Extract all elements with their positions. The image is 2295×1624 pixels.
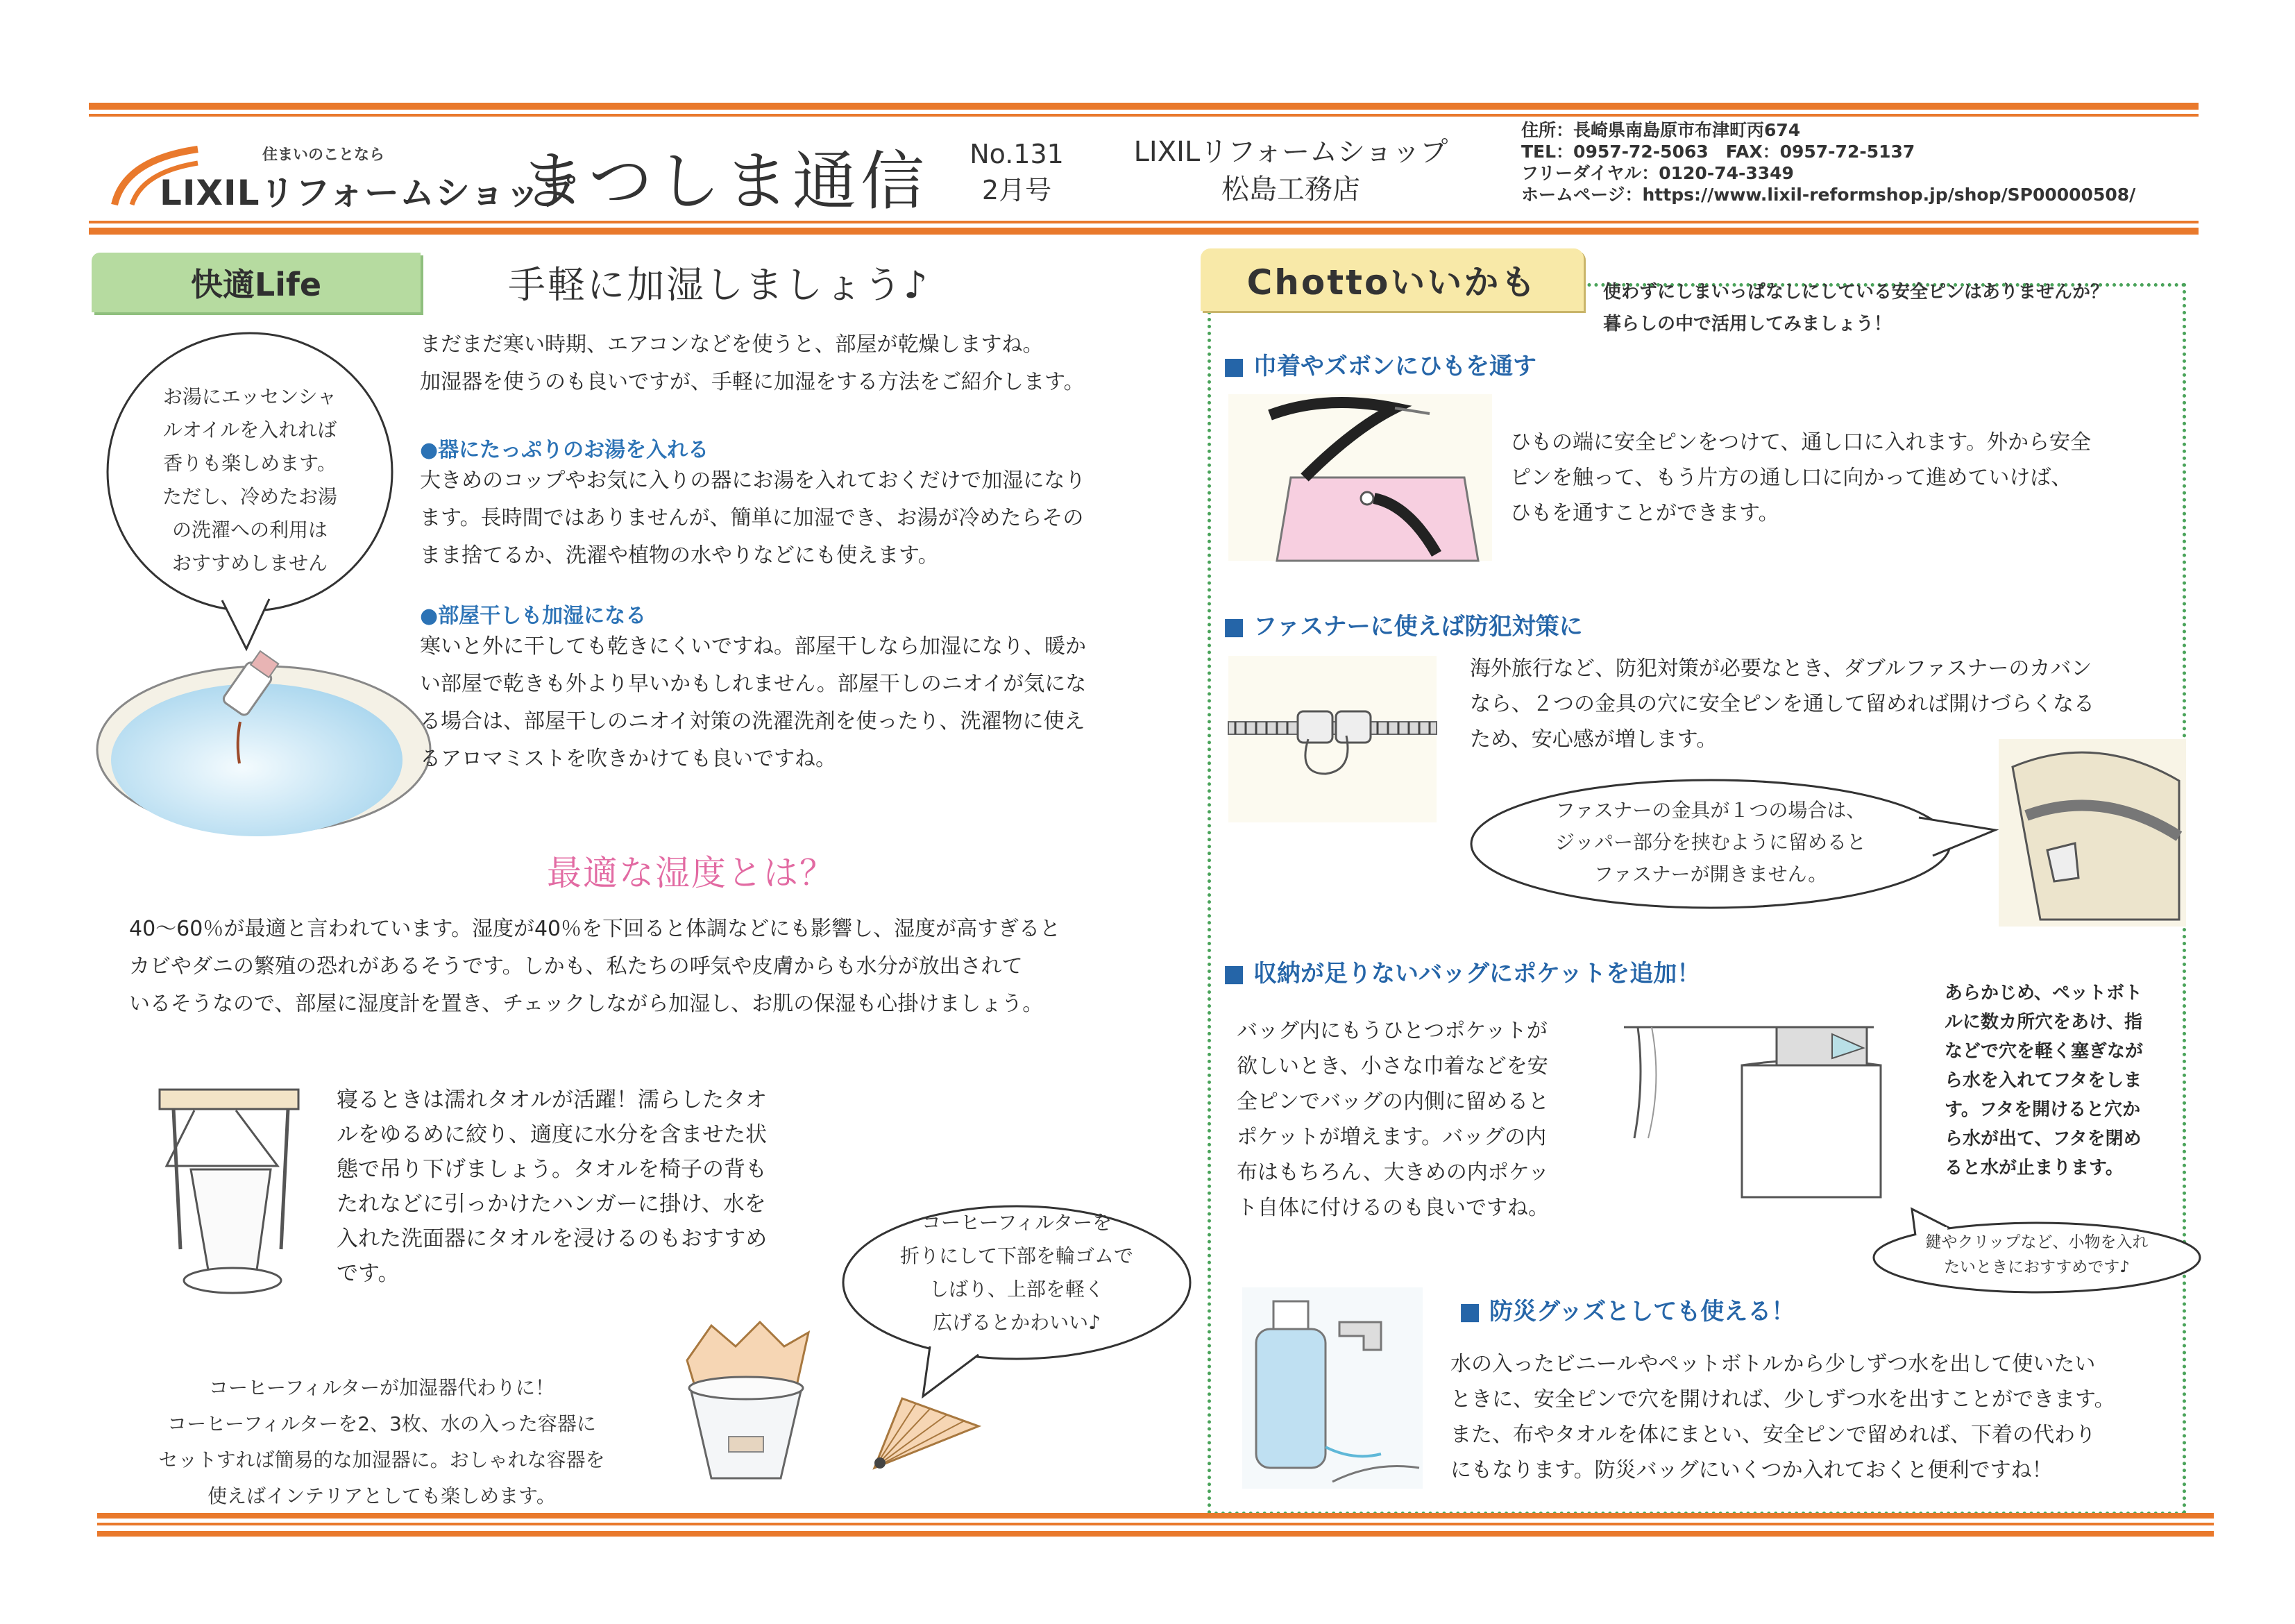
left-intro (420, 326, 1085, 401)
issue-no-text: No.131 (969, 139, 1064, 169)
body-line: 寝るときは濡れタオルが活躍！濡らしたタオ (337, 1088, 767, 1113)
small-items-bubble-text (1881, 1230, 2193, 1280)
side-line: ると水が止まります。 (1945, 1158, 2124, 1178)
body-line: ルをゆるめに絞り、適度に水分を含ませた状 (337, 1122, 767, 1147)
s1-heading: ■ 巾着やズボンにひもを通す (1223, 353, 1536, 380)
bag-pocket-illustration (1624, 999, 1902, 1208)
bubble-line: の洗濯への利用は (171, 518, 328, 541)
header-stripe-top-thin (89, 114, 2199, 117)
bubble-line: ジッパー部分を挟むように留めると (1555, 831, 1866, 854)
s1-body (1510, 425, 2091, 531)
zipper-pin-illustration (1228, 656, 1437, 822)
body-line: 布はもちろん、大きめの内ポケッ (1237, 1160, 1550, 1185)
filter-caption (125, 1370, 638, 1514)
caption-line: コーヒーフィルターを2、3枚、水の入った容器に (167, 1412, 596, 1435)
shop-name-line2: 松島工務店 (1221, 174, 1360, 205)
intro-line: まだまだ寒い時期、エアコンなどを使うと、部屋が乾燥しますね。 (420, 332, 1044, 357)
contact-homepage[interactable]: ホームページ：https://www.lixil-reformshop.jp/shop/SP00000508/ (1521, 185, 2136, 205)
body-line: 大きめのコップやお気に入りの器にお湯を入れておくだけで加湿になり (420, 468, 1086, 493)
bubble-line: ルオイルを入れれば (162, 418, 337, 441)
coffee-filter-cup-illustration (670, 1319, 822, 1485)
page-title: まつしま通信 (520, 144, 929, 219)
body-line: ト自体に付けるのも良いですね。 (1237, 1196, 1549, 1220)
issue-number (958, 136, 1076, 208)
s4-heading: ■ 防災グッズとしても使える！ (1459, 1298, 1795, 1326)
body-line: 入れた洗面器にタオルを浸けるのもおすすめ (337, 1226, 768, 1251)
speech-bubble-essential-oil (125, 380, 375, 580)
bubble-line: 香りも楽しめます。 (163, 452, 337, 475)
body-line: ポケットが増えます。バッグの内 (1237, 1125, 1547, 1149)
subheading-hot-water: ●器にたっぷりのお湯を入れる (420, 438, 709, 462)
header-stripe-bottom (89, 228, 2199, 235)
footer-stripe-top (97, 1513, 2214, 1519)
body-line: ときに、安全ピンで穴を開ければ、少しずつ水を出すことができます。 (1450, 1387, 2115, 1412)
body-line: いるそうなので、部屋に湿度計を置き、チェックしながら加湿し、お肌の保湿も心掛けましょう。 (129, 992, 1044, 1016)
body-line: る場合は、部屋干しのニオイ対策の洗濯洗剤を使ったり、洗濯物に使え (420, 709, 1085, 734)
body-line: カビやダニの繁殖の恐れがあるそうです。しかも、私たちの呼気や皮膚からも水分が放出されて (129, 954, 1023, 979)
side-line: す。フタを開けると穴か (1945, 1099, 2141, 1120)
intro-line: 加湿器を使うのも良いですが、手軽に加湿をする方法をご紹介します。 (420, 370, 1085, 394)
s3-body (1237, 1013, 1549, 1226)
header-stripe-top (89, 103, 2199, 110)
side-line: ルに数カ所穴をあけ、指 (1945, 1012, 2142, 1033)
body-line: ます。長時間ではありませんが、簡単に加湿でき、お湯が冷めたらその (420, 506, 1084, 530)
body-line: 態で吊り下げましょう。タオルを椅子の背も (337, 1157, 767, 1182)
bubble-line: たいときにおすすめです♪ (1944, 1258, 2130, 1276)
side-line: ら水が出て、フタを閉め (1945, 1128, 2142, 1149)
bubble-line: ただし、冷めたお湯 (162, 485, 337, 508)
contact-tel: TEL：0957-72-5063 FAX：0957-72-5137 (1521, 142, 1915, 162)
s3-side-note (1945, 979, 2143, 1183)
left-heading: 手軽に加湿しましょう♪ (508, 263, 930, 307)
body-line: バッグ内にもうひとつポケットが (1237, 1019, 1548, 1043)
bubble-line: 鍵やクリップなど、小物を入れ (1925, 1233, 2149, 1251)
issue-month-text: 2月号 (981, 175, 1052, 205)
side-line: などで穴を軽く塞ぎなが (1945, 1041, 2144, 1062)
body-line: なら、２つの金具の穴に安全ピンを通して留めれば開けづらくなる (1470, 692, 2094, 716)
chair-towel-illustration (153, 1083, 319, 1312)
indoor-drying-body (420, 628, 1086, 778)
section-tag-text: 快適Life (190, 266, 322, 303)
bubble-line: ファスナーが開きません。 (1593, 863, 1828, 886)
section-tag-kaiteki-life (92, 253, 421, 312)
humidity-heading: 最適な湿度とは？ (547, 853, 836, 893)
body-line: 海外旅行など、防犯対策が必要なとき、ダブルファスナーのカバン (1470, 657, 2092, 681)
logo-text: LIXILリフォームショップ (160, 173, 576, 213)
body-line: 欲しいとき、小さな巾着などを安 (1237, 1054, 1548, 1079)
subheading-indoor-drying: ●部屋干しも加湿になる (420, 604, 647, 628)
intro-line: 使わずにしまいっぱなしにしている安全ピンはありませんか？ (1603, 282, 2109, 303)
body-line: にもなります。防災バッグにいくつか入れておくと便利ですね！ (1450, 1458, 2053, 1482)
caption-line: コーヒーフィルターが加湿器代わりに！ (208, 1376, 555, 1399)
body-line: ため、安心感が増します。 (1470, 727, 1718, 752)
bubble-line: ファスナーの金具が１つの場合は、 (1555, 799, 1866, 822)
body-line: 全ピンでバッグの内側に留めると (1237, 1090, 1549, 1114)
logo-tagline: 住まいのことなら (262, 146, 385, 164)
bubble-line: 折りにして下部を輪ゴムで (899, 1244, 1133, 1267)
body-line: 40～60％が最適と言われています。湿度が40％を下回ると体調などにも影響し、湿度が高すぎると (129, 917, 1061, 941)
hot-water-body (420, 462, 1085, 575)
side-line: ら水を入れてフタをしま (1945, 1070, 2142, 1091)
bubble-line: 広げるとかわいい♪ (933, 1311, 1101, 1334)
body-line: まま捨てるか、洗濯や植物の水やりなどにも使えます。 (420, 543, 939, 568)
contact-info (1521, 119, 2135, 205)
bowl-with-oil-illustration (104, 645, 396, 840)
body-line: い部屋で乾きも外より早いかもしれません。部屋干しのニオイが気にな (420, 672, 1087, 696)
filter-bubble-text (861, 1206, 1173, 1339)
section-tag-text: Chottoいいかも (1246, 262, 1538, 303)
drawstring-pouch-illustration (1228, 394, 1492, 561)
bubble-line: コーヒーフィルターを (921, 1211, 1112, 1234)
section-tag-chotto (1201, 248, 1584, 311)
body-line: ひもを通すことができます。 (1510, 501, 1779, 525)
chotto-intro (1603, 276, 2108, 340)
body-line: ひもの端に安全ピンをつけて、通し口に入れます。外から安全 (1510, 430, 2091, 455)
caption-line: 使えばインテリアとしても楽しめます。 (208, 1485, 556, 1507)
body-line: ピンを触って、もう片方の通し口に向かって進めていけば、 (1510, 466, 2072, 490)
s4-body (1450, 1346, 2115, 1488)
folded-filter-fan-illustration (861, 1388, 985, 1478)
caption-line: セットすれば簡易的な加湿器に。おしゃれな容器を (158, 1448, 605, 1471)
s3-heading: ■ 収納が足りないバッグにポケットを追加！ (1223, 960, 1701, 988)
footer-stripe-bottom (97, 1531, 2214, 1537)
bubble-line: おすすめしません (171, 552, 328, 575)
body-line: 水の入ったビニールやペットボトルから少しずつ水を出して使いたい (1450, 1352, 2096, 1376)
intro-line: 暮らしの中で活用してみましょう！ (1603, 314, 1892, 335)
towel-body (337, 1083, 767, 1291)
contact-freedial: フリーダイヤル：0120-74-3349 (1521, 163, 1794, 183)
humidity-body (129, 911, 1060, 1023)
body-line: また、布やタオルを体にまとい、安全ピンで留めれば、下着の代わり (1450, 1423, 2096, 1447)
body-line: るアロマミストを吹きかけても良いですね。 (420, 747, 836, 771)
bag-zipper-illustration (1999, 739, 2186, 927)
body-line: たれなどに引っかけたハンガーに掛け、水を (337, 1192, 766, 1217)
water-bottle-sink-illustration (1242, 1287, 1423, 1489)
s2-heading: ■ ファスナーに使えば防犯対策に (1223, 613, 1583, 641)
shop-name-line1: LIXILリフォームショップ (1133, 136, 1448, 168)
header-stripe-bottom-thin (89, 221, 2199, 223)
body-line: 寒いと外に干しても乾きにくいですね。部屋干しなら加湿になり、暖か (420, 634, 1086, 659)
bubble-line: しばり、上部を軽く (929, 1278, 1104, 1301)
zipper-bubble-text (1499, 795, 1922, 890)
bubble-line: お湯にエッセンシャ (162, 385, 337, 408)
contact-address: 住所：長崎県南島原市布津町丙674 (1521, 120, 1801, 140)
footer-stripe-middle (97, 1523, 2214, 1525)
side-line: あらかじめ、ペットボト (1945, 983, 2142, 1004)
shop-name (1096, 133, 1485, 208)
body-line: です。 (337, 1261, 400, 1286)
